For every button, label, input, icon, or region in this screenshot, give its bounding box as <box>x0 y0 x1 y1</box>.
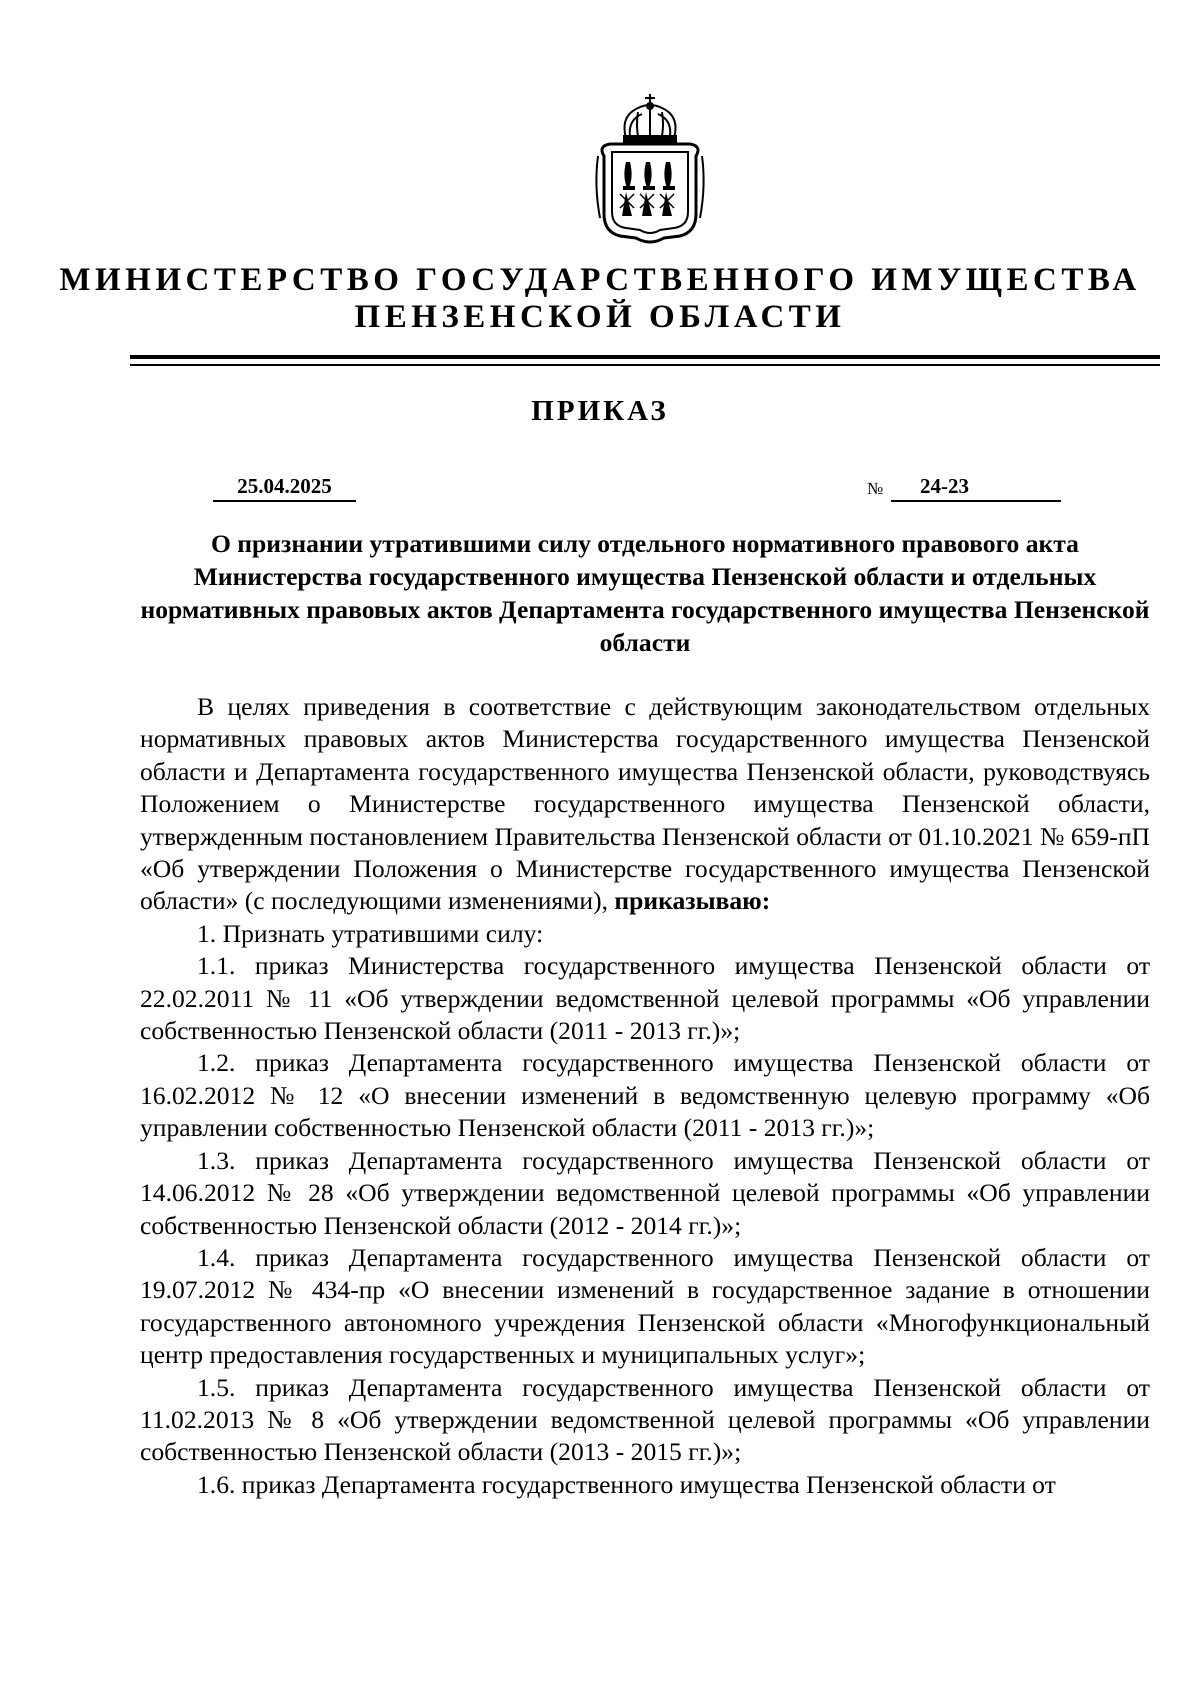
penza-coat-of-arms-icon <box>590 86 710 248</box>
header-divider-thin <box>130 364 1160 366</box>
item-1-5: 1.5. приказ Департамента государственного имущества Пензенской области от 11.02.2013 № 8 «Об утверждении ведомственной целевой программы «Об управлении собственностью Пензенской области (2013 - 2015 гг.)»; <box>140 1372 1150 1467</box>
document-body <box>140 691 1150 1501</box>
order-word: приказываю: <box>614 886 771 916</box>
ministry-name-line-2: ПЕНЗЕНСКОЙ ОБЛАСТИ <box>354 299 846 335</box>
item-1-2: 1.2. приказ Департамента государственного имущества Пензенской области от 16.02.2012 № 12 «О внесении изменений в ведомственную целевую программу «Об управлении собственностью Пензенской области (2011 - 2013 гг.)»; <box>140 1048 1150 1143</box>
item-1-4: 1.4. приказ Департамента государственного имущества Пензенской области от 19.07.2012 № 434-пр «О внесении изменений в государственное задание в отношении государственного автономного учреждения Пензенской области «Многофункциональный центр предоставления государственных и муниципальных услуг»; <box>140 1242 1150 1370</box>
document-number: 24-23 <box>920 474 969 498</box>
ministry-name-line-1: МИНИСТЕРСТВО ГОСУДАРСТВЕННОГО ИМУЩЕСТВА <box>59 262 1141 298</box>
item-1-6: 1.6. приказ Департамента государственного имущества Пензенской области от <box>197 1469 1056 1499</box>
document-number-field <box>891 472 1061 502</box>
preamble-paragraph <box>140 691 1150 918</box>
document-type: ПРИКАЗ <box>531 395 669 427</box>
header-divider-thick <box>130 355 1160 359</box>
item-1-1: 1.1. приказ Министерства государственного имущества Пензенской области от 22.02.2011 № 11 «Об утверждении ведомственной целевой программы «Об управлении собственностью Пензенской области (2011 - 2013 гг.)»; <box>140 951 1150 1046</box>
item-1: 1. Признать утратившими силу: <box>197 918 544 948</box>
document-subject: О признании утратившими силу отдельного нормативного правового акта Министерства государственного имущества Пензенской области и отдельных нормативных правовых актов Департамента государственного имущества Пензенской области <box>140 529 1150 657</box>
preamble-text: В целях приведения в соответствие с действующим законодательством отдельных нормативных правовых актов Министерства государственного имущества Пензенской области и Департамента государственного имущества Пензенской области, руководствуясь Положением о Министерстве государственного имущества Пензенской области, утвержденным постановлением Правительства Пензенской области от 01.10.2021 № 659-пП «Об утверждении Положения о Министерстве государственного имущества Пензенской области» (с последующими изменениями), <box>140 692 1150 916</box>
number-label: № <box>867 479 884 498</box>
document-date: 25.04.2025 <box>213 472 356 502</box>
item-1-3: 1.3. приказ Департамента государственного имущества Пензенской области от 14.06.2012 № 28 «Об утверждении ведомственной целевой программы «Об управлении собственностью Пензенской области (2012 - 2014 гг.)»; <box>140 1145 1150 1240</box>
